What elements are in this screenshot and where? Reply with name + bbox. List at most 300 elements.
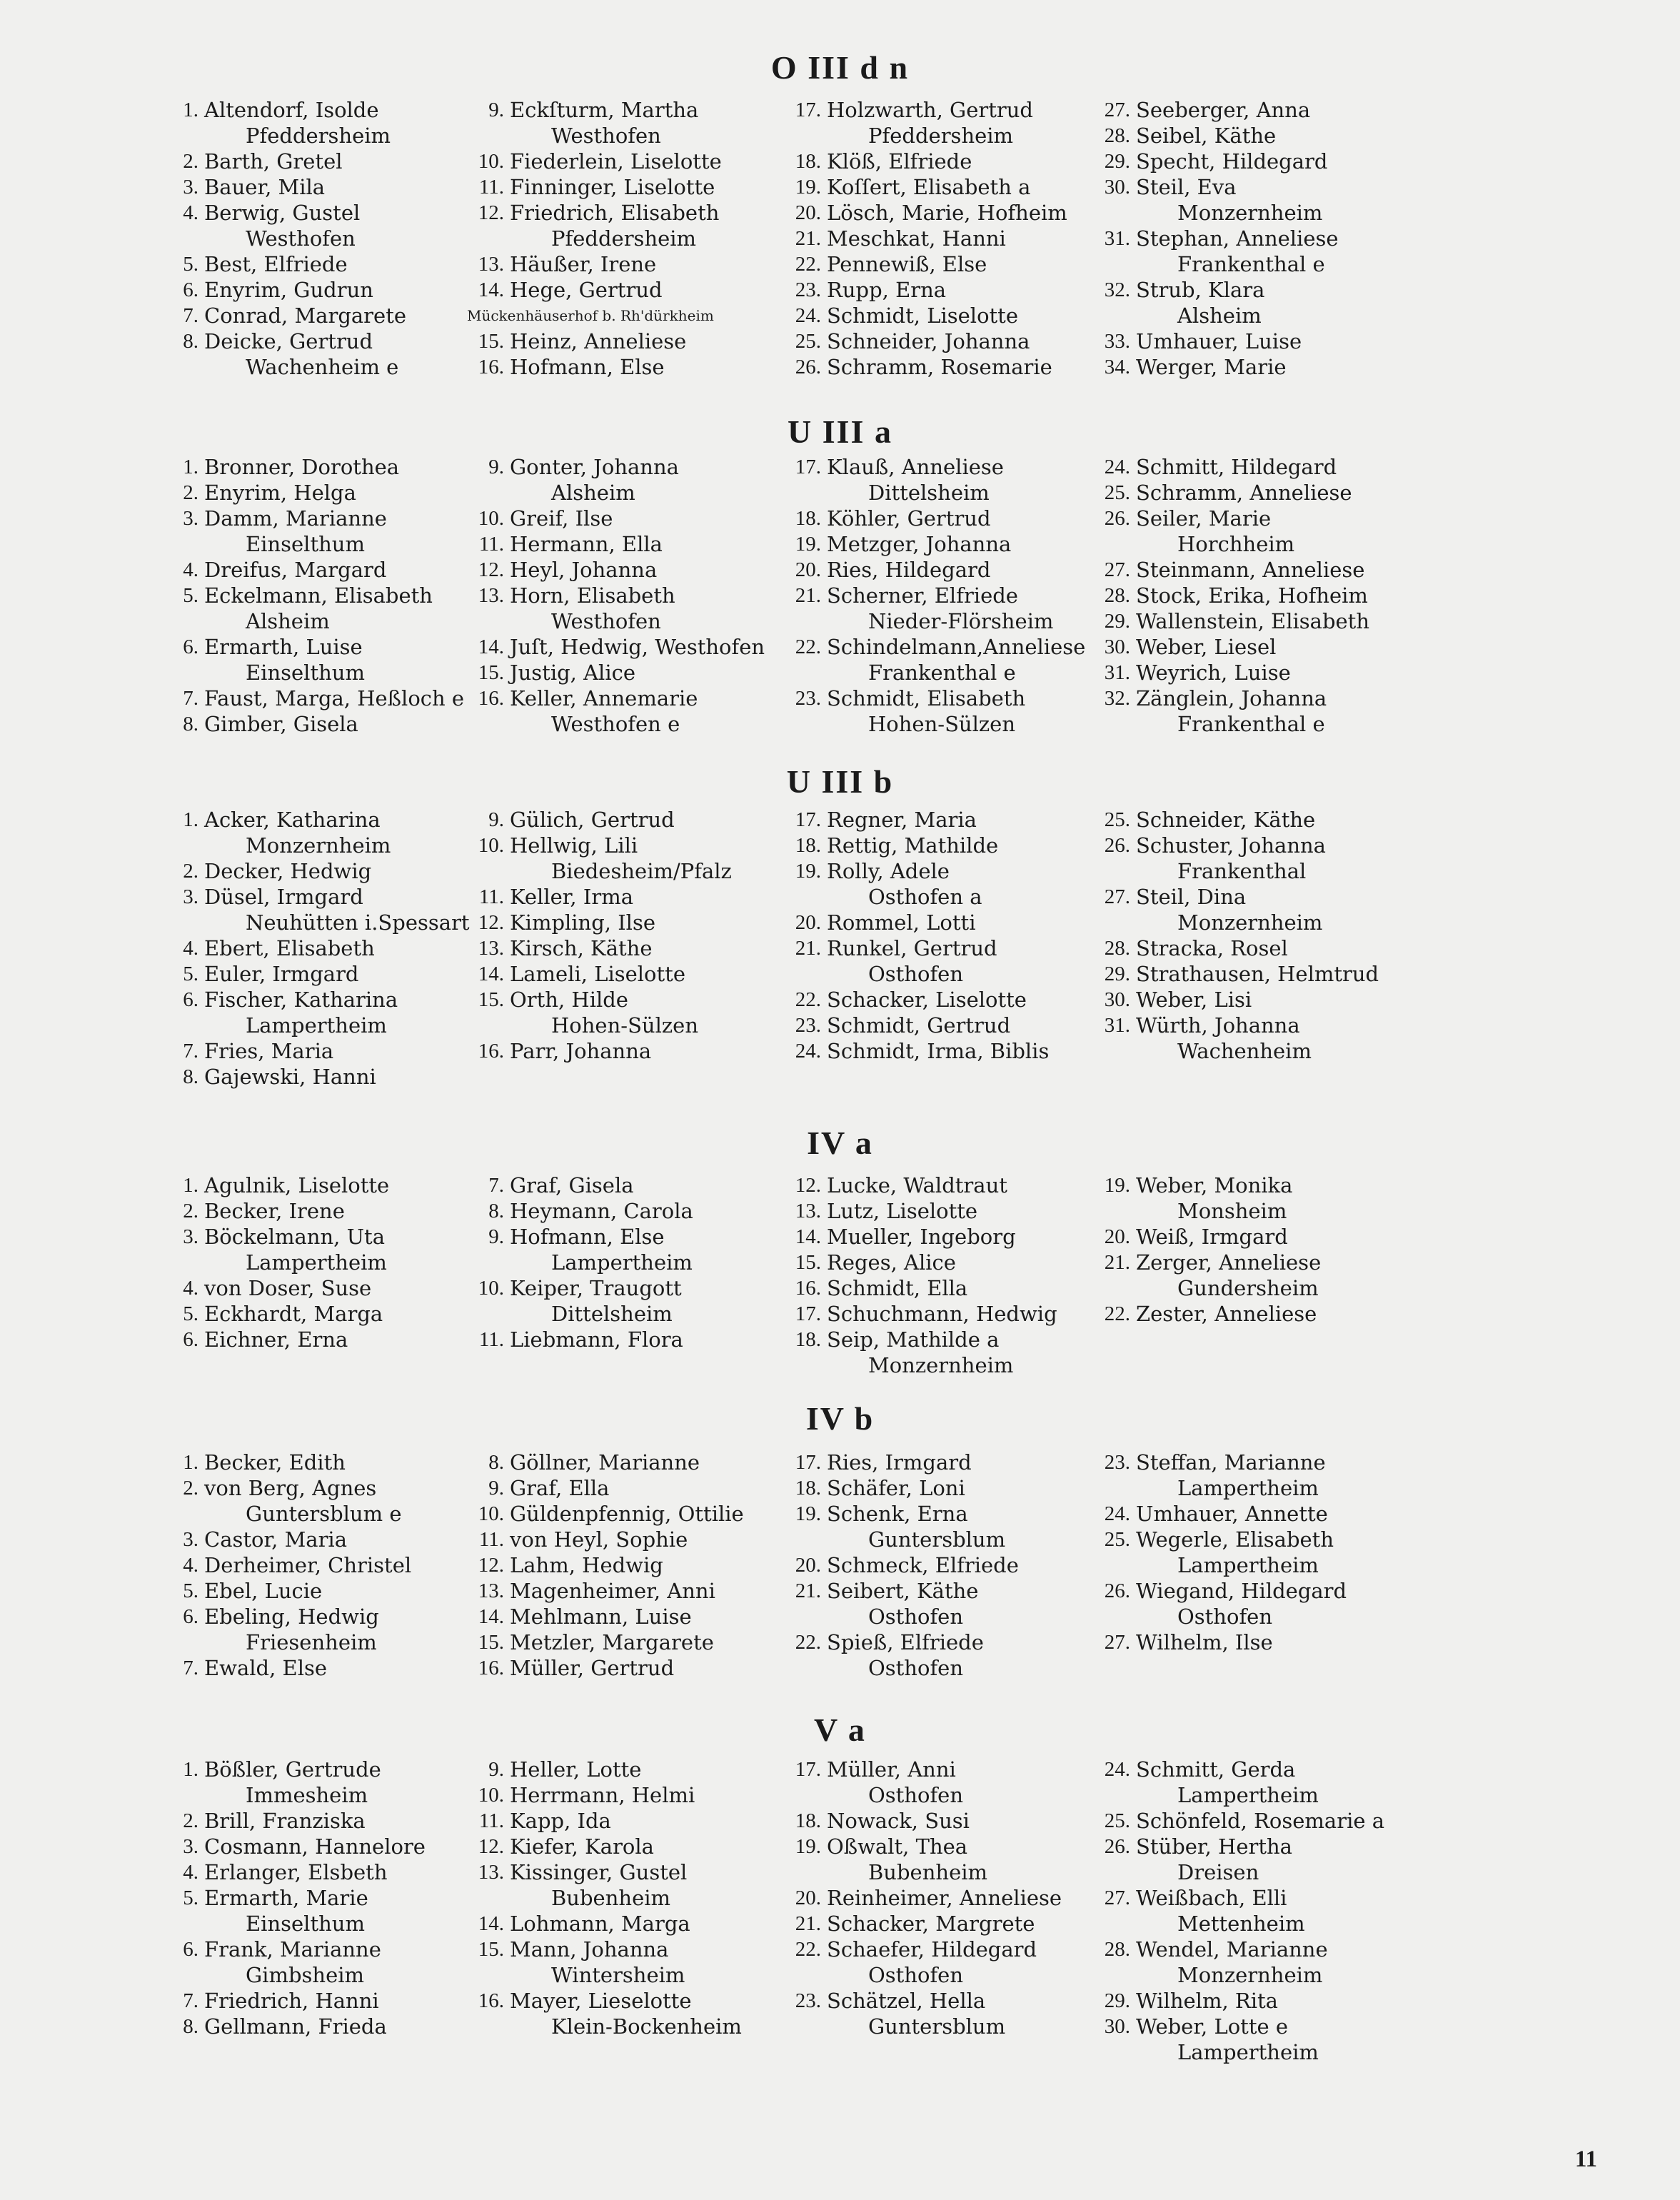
entry-number: 3. (183, 507, 198, 530)
entry-number: 21. (1104, 1251, 1130, 1274)
entry-number: 6. (183, 636, 198, 658)
student-name: Schmitt, Hildegard (1136, 455, 1337, 479)
entry-number: 31. (1104, 661, 1130, 684)
student-name: Strathausen, Helmtrud (1136, 962, 1379, 986)
entry-number: 31. (1104, 1014, 1130, 1037)
entry-number: 30. (1104, 636, 1130, 658)
entry-number: 16. (478, 1989, 504, 2012)
entry-number: 33. (1104, 330, 1130, 353)
hometown: Osthofen (868, 1783, 964, 1807)
entry-number: 22. (795, 1938, 821, 1961)
hometown: Pfeddersheim (868, 124, 1014, 148)
entry-number: 27. (1104, 1631, 1130, 1654)
entry-number: 3. (183, 1528, 198, 1551)
student-name: Stracka, Rosel (1136, 936, 1288, 960)
student-name: Hege, Gertrud (510, 278, 663, 302)
student-name: Mehlmann, Luise (510, 1604, 692, 1629)
entry-number: 30. (1104, 2015, 1130, 2038)
entry-number: 7. (488, 1174, 504, 1197)
student-name: Kirsch, Käthe (510, 936, 653, 960)
hometown: Gundersheim (1177, 1276, 1319, 1300)
entry-number: 1. (183, 1451, 198, 1474)
student-name: Steffan, Marianne (1136, 1450, 1326, 1475)
section-heading: V a (814, 1712, 866, 1748)
entry-number: 12. (478, 1835, 504, 1858)
entry-number: 17. (795, 1302, 821, 1325)
student-name: Schneider, Johanna (827, 329, 1030, 353)
student-name: Friedrich, Hanni (204, 1989, 379, 2013)
student-name: Seibel, Käthe (1136, 124, 1277, 148)
entry-number: 15. (478, 661, 504, 684)
entry-number: 15. (795, 1251, 821, 1274)
student-name: Graf, Gisela (510, 1173, 634, 1197)
entry-number: 9. (488, 1477, 504, 1500)
entry-number: 11. (478, 533, 504, 556)
entry-number: 7. (183, 1989, 198, 2012)
entry-number: 20. (1104, 1225, 1130, 1248)
hometown: Pfeddersheim (246, 124, 391, 148)
entry-number: 24. (1104, 456, 1130, 478)
entry-number: 10. (478, 834, 504, 857)
student-name: Schmidt, Ella (827, 1276, 968, 1300)
entry-number: 2. (183, 1809, 198, 1832)
student-name: Schmitt, Gerda (1136, 1757, 1296, 1782)
hometown: Bubenheim (551, 1886, 671, 1910)
student-name: Schmidt, Irma, Biblis (827, 1039, 1050, 1063)
entry-number: 16. (478, 1657, 504, 1679)
student-name: Schneider, Käthe (1136, 808, 1316, 832)
student-name: Nowack, Susi (827, 1809, 970, 1833)
student-name: Parr, Johanna (510, 1039, 652, 1063)
student-name: Seeberger, Anna (1136, 98, 1311, 122)
hometown: Einselthum (246, 660, 365, 685)
student-name: Heinz, Anneliese (510, 329, 687, 353)
hometown: Pfeddersheim (551, 226, 697, 251)
entry-number: 1. (183, 1174, 198, 1197)
student-name: Keiper, Traugott (510, 1276, 682, 1300)
student-name: Mann, Johanna (510, 1937, 669, 1962)
entry-number: 16. (478, 1040, 504, 1063)
student-name: Regner, Maria (827, 808, 977, 832)
student-name: Seiler, Marie (1136, 506, 1272, 531)
entry-number: 12. (795, 1174, 821, 1197)
student-name: Hellwig, Lili (510, 833, 638, 858)
entry-number: 29. (1104, 150, 1130, 173)
student-name: Spieß, Elfriede (827, 1630, 984, 1654)
entry-number: 8. (183, 713, 198, 735)
hometown: Westhofen (551, 609, 661, 633)
student-name: Rupp, Erna (827, 278, 947, 302)
student-name: Schmidt, Liselotte (827, 303, 1018, 328)
hometown: Lampertheim (1177, 1783, 1319, 1807)
student-name: Umhauer, Luise (1136, 329, 1302, 353)
student-name: Conrad, Margarete (204, 303, 407, 328)
entry-number: 26. (1104, 1579, 1130, 1602)
entry-number: 17. (795, 99, 821, 121)
student-name: Ebert, Elisabeth (204, 936, 375, 960)
entry-number: 13. (478, 1579, 504, 1602)
student-name: Dreifus, Margard (204, 558, 387, 582)
hometown: Alsheim (551, 481, 635, 505)
entry-number: 5. (183, 1302, 198, 1325)
entry-number: 5. (183, 253, 198, 276)
student-name: Rolly, Adele (827, 859, 950, 883)
student-name: Pennewiß, Else (827, 252, 987, 276)
student-name: Hermann, Ella (510, 532, 663, 556)
hometown: Lampertheim (1177, 2040, 1319, 2064)
hometown: Bubenheim (868, 1860, 988, 1884)
entry-number: 11. (478, 1528, 504, 1551)
entry-number: 25. (1104, 808, 1130, 831)
entry-number: 26. (1104, 1835, 1130, 1858)
section-heading: U III a (788, 413, 892, 450)
entry-number: 31. (1104, 227, 1130, 250)
entry-number: 20. (795, 558, 821, 581)
hometown: Lampertheim (1177, 1476, 1319, 1500)
student-name: Steinmann, Anneliese (1136, 558, 1365, 582)
entry-number: 4. (183, 937, 198, 960)
student-name: Seip, Mathilde a (827, 1327, 1000, 1352)
student-name: Schacker, Margrete (827, 1912, 1035, 1936)
hometown: Monzernheim (1177, 910, 1323, 935)
entry-number: 12. (478, 911, 504, 934)
hometown: Frankenthal e (1177, 252, 1325, 276)
hometown: Guntersblum (868, 1527, 1006, 1552)
student-name: Enyrim, Helga (204, 481, 356, 505)
student-name: Eckelmann, Elisabeth (204, 583, 433, 608)
entry-number: 27. (1104, 885, 1130, 908)
student-name: Zerger, Anneliese (1136, 1250, 1322, 1275)
student-name: Bronner, Dorothea (204, 455, 400, 479)
entry-number: 20. (795, 201, 821, 224)
entry-number: 21. (795, 937, 821, 960)
student-name: Friedrich, Elisabeth (510, 201, 720, 225)
entry-number: 5. (183, 1887, 198, 1909)
entry-number: 13. (478, 584, 504, 607)
entry-number: 18. (795, 1477, 821, 1500)
entry-number: 4. (183, 1554, 198, 1577)
student-name: Wilhelm, Ilse (1136, 1630, 1273, 1654)
entry-number: 24. (1104, 1758, 1130, 1781)
student-name: Rommel, Lotti (827, 910, 976, 935)
student-name: Würth, Johanna (1136, 1013, 1300, 1038)
student-name: Steil, Dina (1136, 885, 1247, 909)
student-name: Schramm, Rosemarie (827, 355, 1052, 379)
hometown: Neuhütten i.Spessart (246, 910, 470, 935)
entry-number: 13. (478, 253, 504, 276)
entry-number: 16. (478, 687, 504, 710)
entry-number: 10. (478, 1277, 504, 1300)
student-name: Deicke, Gertrud (204, 329, 373, 353)
entry-number: 11. (478, 1809, 504, 1832)
student-name: Weber, Lisi (1136, 988, 1252, 1012)
student-name: Gonter, Johanna (510, 455, 679, 479)
entry-number: 7. (183, 687, 198, 710)
student-name: Häußer, Irene (510, 252, 657, 276)
student-name: von Heyl, Sophie (510, 1527, 688, 1552)
entry-number: 9. (488, 1758, 504, 1781)
student-name: Köhler, Gertrud (827, 506, 991, 531)
entry-number: 17. (795, 1758, 821, 1781)
student-name: Fischer, Katharina (204, 988, 398, 1012)
hometown: Osthofen a (868, 885, 982, 909)
hometown: Monzernheim (246, 833, 391, 858)
student-name: Berwig, Gustel (204, 201, 361, 225)
hometown: Alsheim (1177, 303, 1262, 328)
student-name: Müller, Anni (827, 1757, 956, 1782)
entry-number: 10. (478, 1784, 504, 1807)
entry-number: 32. (1104, 687, 1130, 710)
entry-number: 6. (183, 1328, 198, 1351)
entry-number: 2. (183, 1477, 198, 1500)
entry-number: 10. (478, 1502, 504, 1525)
student-name: Barth, Gretel (204, 149, 343, 174)
entry-number: 3. (183, 885, 198, 908)
entry-number: 5. (183, 1579, 198, 1602)
student-name: Enyrim, Gudrun (204, 278, 373, 302)
entry-number: 9. (488, 456, 504, 478)
student-name: Schönfeld, Rosemarie a (1136, 1809, 1385, 1833)
student-name: Becker, Edith (204, 1450, 346, 1475)
entry-number: 30. (1104, 176, 1130, 199)
entry-number: 23. (795, 278, 821, 301)
student-name: Fries, Maria (204, 1039, 334, 1063)
entry-number: 19. (795, 1502, 821, 1525)
student-name: Brill, Franziska (204, 1809, 366, 1833)
student-name: Weyrich, Luise (1136, 660, 1291, 685)
student-name: Best, Elfriede (204, 252, 348, 276)
student-name: Runkel, Gertrud (827, 936, 997, 960)
entry-number: 4. (183, 1861, 198, 1884)
student-name: Becker, Irene (204, 1199, 345, 1223)
student-name: Werger, Marie (1136, 355, 1287, 379)
entry-number: 6. (183, 988, 198, 1011)
entry-number: 17. (795, 456, 821, 478)
student-name: Schramm, Anneliese (1136, 481, 1352, 505)
student-name: Seibert, Käthe (827, 1579, 979, 1603)
student-name: Klauß, Anneliese (827, 455, 1004, 479)
section-heading: IV b (805, 1400, 875, 1437)
entry-number: 28. (1104, 584, 1130, 607)
student-name: Wiegand, Hildegard (1136, 1579, 1347, 1603)
student-name: Mueller, Ingeborg (827, 1225, 1016, 1249)
entry-number: 24. (795, 304, 821, 327)
entry-number: 23. (795, 1014, 821, 1037)
hometown: Lampertheim (246, 1013, 387, 1038)
student-name: Orth, Hilde (510, 988, 628, 1012)
student-name: Schenk, Erna (827, 1502, 968, 1526)
student-name: Güldenpfennig, Ottilie (510, 1502, 744, 1526)
hometown: Frankenthal e (1177, 712, 1325, 736)
student-name: Meschkat, Hanni (827, 226, 1006, 251)
student-name: Schindelmann,Anneliese (827, 635, 1086, 659)
student-name: Gimber, Gisela (204, 712, 358, 736)
entry-number: 20. (795, 1554, 821, 1577)
student-name: Wendel, Marianne (1136, 1937, 1328, 1962)
student-name: Specht, Hildegard (1136, 149, 1328, 174)
entry-number: 5. (183, 584, 198, 607)
student-name: Ermarth, Luise (204, 635, 363, 659)
student-name: Lucke, Waldtraut (827, 1173, 1007, 1197)
student-name: Frank, Marianne (204, 1937, 381, 1962)
student-name: Kapp, Ida (510, 1809, 611, 1833)
student-name: Schuster, Johanna (1136, 833, 1326, 858)
hometown: Osthofen (868, 1963, 964, 1987)
hometown: Osthofen (1177, 1604, 1273, 1629)
student-name: Weber, Monika (1136, 1173, 1293, 1197)
entry-number: 28. (1104, 937, 1130, 960)
student-name: Stock, Erika, Hofheim (1136, 583, 1368, 608)
student-name: Metzger, Johanna (827, 532, 1012, 556)
student-name: Weiß, Irmgard (1136, 1225, 1288, 1249)
student-name: Stüber, Hertha (1136, 1834, 1292, 1859)
student-name: Steil, Eva (1136, 175, 1237, 199)
student-name: Ermarth, Marie (204, 1886, 368, 1910)
hometown: Dreisen (1177, 1860, 1259, 1884)
student-name: Müller, Gertrud (510, 1656, 675, 1680)
entry-number: 22. (1104, 1302, 1130, 1325)
entry-number: 13. (478, 1861, 504, 1884)
student-name: Ries, Irmgard (827, 1450, 972, 1475)
student-name: Erlanger, Elsbeth (204, 1860, 388, 1884)
entry-number: 12. (478, 558, 504, 581)
student-name: Schätzel, Hella (827, 1989, 986, 2013)
entry-number: 29. (1104, 963, 1130, 985)
student-name: Wallenstein, Elisabeth (1136, 609, 1370, 633)
student-name: Cosmann, Hannelore (204, 1834, 426, 1859)
entry-number: 19. (795, 176, 821, 199)
entry-number: 13. (795, 1200, 821, 1222)
entry-number: 26. (795, 356, 821, 378)
entry-number: 19. (795, 1835, 821, 1858)
entry-number: 6. (183, 1605, 198, 1628)
student-name: Liebmann, Flora (510, 1327, 683, 1352)
student-name: Lösch, Marie, Hofheim (827, 201, 1067, 225)
entry-number: 3. (183, 1835, 198, 1858)
hometown: Osthofen (868, 962, 964, 986)
entry-number: 12. (478, 201, 504, 224)
student-name: Böckelmann, Uta (204, 1225, 385, 1249)
student-name: Gellmann, Frieda (204, 2014, 387, 2039)
hometown: Monzernheim (1177, 201, 1323, 225)
student-name: Gülich, Gertrud (510, 808, 675, 832)
entry-number: 23. (1104, 1451, 1130, 1474)
student-name: Lohmann, Marga (510, 1912, 690, 1936)
student-name: Ebeling, Hedwig (204, 1604, 379, 1629)
student-name: Weber, Liesel (1136, 635, 1277, 659)
hometown: Westhofen e (551, 712, 680, 736)
student-name: Göllner, Marianne (510, 1450, 700, 1475)
entry-number: 11. (478, 1328, 504, 1351)
entry-number: 14. (478, 636, 504, 658)
student-name: Zänglein, Johanna (1136, 686, 1327, 710)
entry-number: 5. (183, 963, 198, 985)
hometown: Westhofen (246, 226, 356, 251)
hometown: Wachenheim e (246, 355, 399, 379)
entry-number: 3. (183, 1225, 198, 1248)
hometown: Wachenheim (1177, 1039, 1312, 1063)
hometown: Mückenhäuserhof b. Rh'dürkheim (467, 307, 714, 324)
entry-number: 9. (488, 1225, 504, 1248)
entry-number: 7. (183, 304, 198, 327)
student-name: von Berg, Agnes (204, 1476, 377, 1500)
entry-number: 8. (488, 1200, 504, 1222)
entry-number: 22. (795, 636, 821, 658)
entry-number: 21. (795, 1912, 821, 1935)
entry-number: 27. (1104, 558, 1130, 581)
student-name: Weißbach, Elli (1136, 1886, 1287, 1910)
hometown: Monzernheim (1177, 1963, 1323, 1987)
student-name: Oßwalt, Thea (827, 1834, 968, 1859)
entry-number: 25. (1104, 481, 1130, 504)
entry-number: 24. (1104, 1502, 1130, 1525)
entry-number: 14. (478, 1605, 504, 1628)
hometown: Immesheim (246, 1783, 368, 1807)
entry-number: 28. (1104, 1938, 1130, 1961)
student-name: Kissinger, Gustel (510, 1860, 688, 1884)
student-name: Schmeck, Elfriede (827, 1553, 1019, 1577)
hometown: Friesenheim (246, 1630, 377, 1654)
entry-number: 15. (478, 988, 504, 1011)
entry-number: 20. (795, 911, 821, 934)
student-name: Ries, Hildegard (827, 558, 991, 582)
student-name: Damm, Marianne (204, 506, 387, 531)
entry-number: 22. (795, 988, 821, 1011)
student-name: Scherner, Elfriede (827, 583, 1018, 608)
entry-number: 18. (795, 1328, 821, 1351)
entry-number: 2. (183, 860, 198, 883)
hometown: Lampertheim (246, 1250, 387, 1275)
hometown: Monzernheim (868, 1353, 1014, 1377)
entry-number: 7. (183, 1040, 198, 1063)
entry-number: 8. (488, 1451, 504, 1474)
student-name: Derheimer, Christel (204, 1553, 412, 1577)
student-name: Euler, Irmgard (204, 962, 359, 986)
student-name: Ebel, Lucie (204, 1579, 323, 1603)
hometown: Guntersblum e (246, 1502, 402, 1526)
hometown: Osthofen (868, 1656, 964, 1680)
entry-number: 11. (478, 885, 504, 908)
entry-number: 17. (795, 808, 821, 831)
entry-number: 4. (183, 558, 198, 581)
entry-number: 3. (183, 176, 198, 199)
entry-number: 19. (1104, 1174, 1130, 1197)
student-name: Bauer, Mila (204, 175, 326, 199)
entry-number: 1. (183, 456, 198, 478)
student-name: Reges, Alice (827, 1250, 956, 1275)
student-name: Keller, Annemarie (510, 686, 698, 710)
entry-number: 10. (478, 507, 504, 530)
entry-number: 18. (795, 507, 821, 530)
entry-number: 15. (478, 1631, 504, 1654)
student-name: Schacker, Liselotte (827, 988, 1027, 1012)
student-name: Altendorf, Isolde (204, 98, 379, 122)
hometown: Horchheim (1177, 532, 1295, 556)
hometown: Einselthum (246, 1912, 365, 1936)
entry-number: 18. (795, 1809, 821, 1832)
entry-number: 14. (478, 963, 504, 985)
student-name: Kiefer, Karola (510, 1834, 654, 1859)
entry-number: 26. (1104, 834, 1130, 857)
student-name: Schmidt, Gertrud (827, 1013, 1011, 1038)
student-name: Düsel, Irmgard (204, 885, 363, 909)
student-name: Heyl, Johanna (510, 558, 658, 582)
student-name: Fiederlein, Liselotte (510, 149, 722, 174)
entry-number: 13. (478, 937, 504, 960)
hometown: Lampertheim (1177, 1553, 1319, 1577)
entry-number: 23. (795, 1989, 821, 2012)
entry-number: 14. (478, 278, 504, 301)
